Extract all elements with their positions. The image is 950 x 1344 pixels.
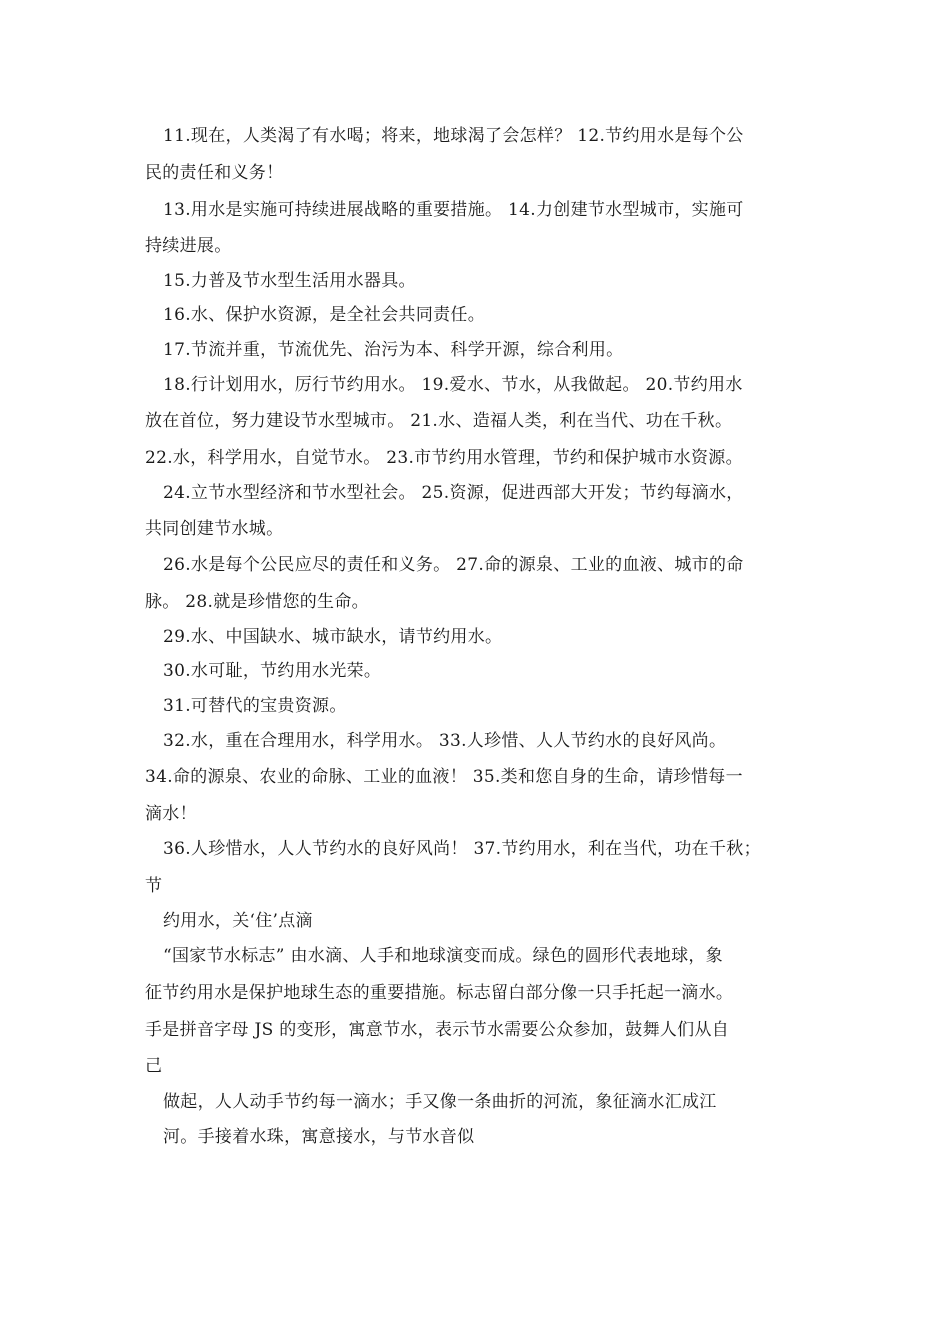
text-line: 手是拼音字母 JS 的变形，寓意节水，表示节水需要公众参加，鼓舞人们从自 [145,1020,730,1040]
text-line: 36.人珍惜水，人人节约水的良好风尚！ 37.节约用水，利在当代，功在千秋； [163,839,761,859]
text-line: 15.力普及节水型生活用水器具。 [163,271,416,291]
text-line: 滴水！ [145,804,197,824]
text-line: 24.立节水型经济和节水型社会。 25.资源，促进西部大开发；节约每滴水， [163,483,744,503]
text-line: 16.水、保护水资源，是全社会共同责任。 [163,305,486,325]
text-line: 29.水、中国缺水、城市缺水，请节约用水。 [163,627,503,647]
text-line: 放在首位，努力建设节水型城市。 21.水、造福人类，利在当代、功在千秋。 [145,411,733,431]
text-line: 34.命的源泉、农业的命脉、工业的血液！ 35.类和您自身的生命，请珍惜每一 [145,767,743,787]
text-line: 征节约用水是保护地球生态的重要措施。标志留白部分像一只手托起一滴水。 [145,983,734,1003]
text-line: “国家节水标志” 由水滴、人手和地球演变而成。绿色的圆形代表地球，象 [163,946,723,966]
text-line: 共同创建节水城。 [145,519,284,539]
text-line: 26.水是每个公民应尽的责任和义务。 27.命的源泉、工业的血液、城市的命 [163,555,744,575]
text-line: 17.节流并重，节流优先、治污为本、科学开源，综合利用。 [163,340,624,360]
text-line: 民的责任和义务！ [145,163,284,183]
text-line: 13.用水是实施可持续进展战略的重要措施。 14.力创建节水型城市，实施可 [163,200,744,220]
text-line: 脉。 28.就是珍惜您的生命。 [145,592,369,612]
text-line: 32.水，重在合理用水，科学用水。 33.人珍惜、人人节约水的良好风尚。 [163,731,727,751]
text-line: 31.可替代的宝贵资源。 [163,696,347,716]
text-line: 约用水，关‘住’点滴 [163,911,313,931]
text-line: 己 [145,1056,163,1076]
text-line: 11.现在，人类渴了有水喝；将来，地球渴了会怎样？ 12.节约用水是每个公 [163,126,744,146]
text-line: 持续进展。 [145,236,232,256]
text-line: 18.行计划用水，厉行节约用水。 19.爱水、节水，从我做起。 20.节约用水 [163,375,743,395]
text-line: 22.水，科学用水，自觉节水。 23.市节约用水管理，节约和保护城市水资源。 [145,448,743,468]
text-line: 做起，人人动手节约每一滴水；手又像一条曲折的河流，象征滴水汇成江 [163,1092,717,1112]
text-line: 河。手接着水珠，寓意接水，与节水音似 [163,1127,475,1147]
text-line: 30.水可耻，节约用水光荣。 [163,661,382,681]
text-line: 节 [145,876,163,896]
